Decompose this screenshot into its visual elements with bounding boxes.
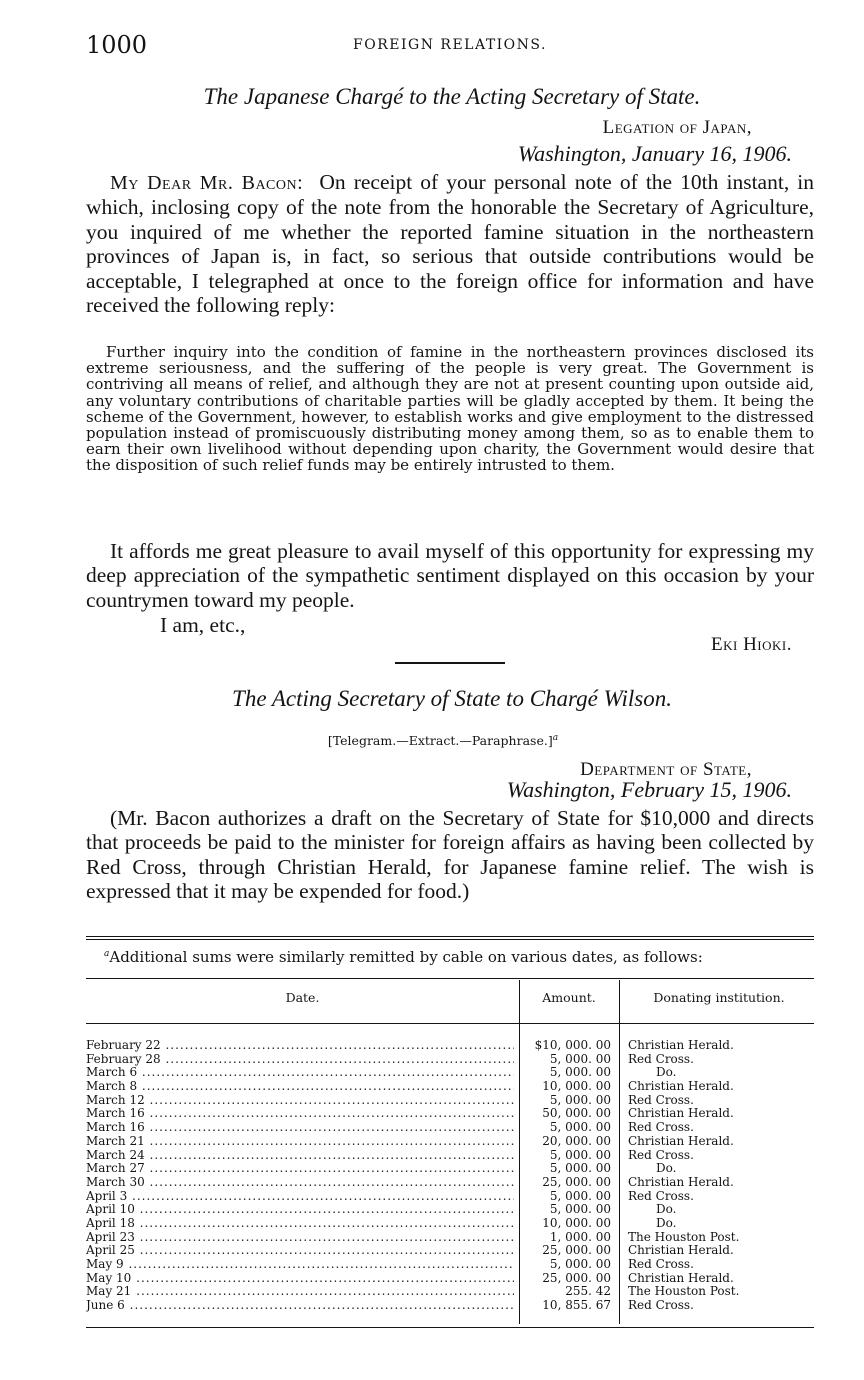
footnote-text-body: Additional sums were similarly remitted by cable on various dates, as follows: bbox=[109, 948, 703, 966]
row-institution: Red Cross. bbox=[628, 1092, 694, 1107]
row-amount: 5, 000. 00 bbox=[549, 1257, 611, 1271]
telegram-note-text: [Telegram.—Extract.—Paraphrase.] bbox=[327, 733, 553, 749]
table-row bbox=[86, 1217, 814, 1231]
table-row bbox=[86, 1258, 814, 1272]
table-row bbox=[86, 1066, 814, 1080]
closing-line: I am, etc., bbox=[160, 613, 246, 637]
letter1-closing-paragraph: It affords me great pleasure to avail myself of this opportunity for expressing my deep appreciation of the sympathetic sentiment displayed on this occasion by your countrymen toward my people. bbox=[86, 539, 814, 612]
quoted-reply: Further inquiry into the condition of famine in the northeastern provinces disclosed its extreme seriousness, and the suffering of the people is very great. The Government is contriving all means of relief, and although they are not at present counting upon outside aid, any voluntary contributions of charitable parties will be gladly accepted by them. It being the scheme of the Government, however, to establish works and give employment to the distressed population instead of promiscuously distributing money among them, so as to enable them to earn their own livelihood without depending upon charity, the Government would desire that the disposition of such relief funds may be entirely intrusted to them. bbox=[86, 343, 814, 475]
footnote-marker: a bbox=[104, 949, 110, 959]
table-row bbox=[86, 1039, 814, 1053]
section-divider bbox=[395, 662, 505, 664]
row-amount: 10, 000. 00 bbox=[542, 1215, 611, 1230]
row-date: March 30 ..... bbox=[86, 1176, 514, 1190]
row-date: March 16 ..... bbox=[86, 1107, 514, 1121]
table-row bbox=[86, 1149, 814, 1163]
table-header-rule bbox=[86, 1023, 814, 1024]
row-amount: 5, 000. 00 bbox=[549, 1202, 611, 1217]
letter1-heading: The Japanese Chargé to the Acting Secretary of State. bbox=[203, 84, 701, 109]
table-row bbox=[86, 1244, 814, 1258]
table-row bbox=[86, 1107, 814, 1121]
letter1-place: Legation of Japan, bbox=[602, 117, 752, 138]
row-amount: 1, 000. 00 bbox=[549, 1229, 611, 1244]
letter2-heading: The Acting Secretary of State to Chargé Wilson. bbox=[232, 686, 672, 711]
row-institution: Do. bbox=[656, 1065, 677, 1080]
letter2-dateline: Washington, February 15, 1906. bbox=[506, 777, 792, 802]
row-institution: Christian Herald. bbox=[628, 1174, 734, 1189]
table-row bbox=[86, 1203, 814, 1217]
row-institution: Do. bbox=[656, 1202, 677, 1217]
row-date: April 25 ..... bbox=[86, 1244, 514, 1258]
table-row bbox=[86, 1053, 814, 1067]
row-date: February 28 ..... bbox=[86, 1053, 514, 1067]
footnote-text bbox=[104, 948, 703, 966]
row-date: February 22 ..... bbox=[86, 1039, 514, 1053]
table-row bbox=[86, 1121, 814, 1135]
row-date: June 6 ..... bbox=[86, 1299, 514, 1313]
row-date: April 23 ..... bbox=[86, 1231, 514, 1245]
row-date: April 3 ..... bbox=[86, 1190, 514, 1204]
table-row bbox=[86, 1162, 814, 1176]
row-amount: $10, 000. 00 bbox=[534, 1038, 611, 1052]
row-amount: 25, 000. 00 bbox=[542, 1243, 611, 1258]
row-amount: 5, 000. 00 bbox=[549, 1161, 611, 1176]
row-date: March 6 ..... bbox=[86, 1066, 514, 1080]
page-number: 1000 bbox=[86, 31, 148, 59]
signature: Eki Hioki. bbox=[711, 634, 792, 655]
row-date: May 9 ..... bbox=[86, 1258, 514, 1272]
table-row bbox=[86, 1190, 814, 1204]
row-institution: Red Cross. bbox=[628, 1298, 694, 1313]
footnote-rule bbox=[86, 936, 814, 937]
row-institution: The Houston Post. bbox=[628, 1229, 740, 1244]
row-institution: Red Cross. bbox=[628, 1257, 694, 1271]
row-institution: Red Cross. bbox=[628, 1147, 694, 1162]
row-date: March 24 ..... bbox=[86, 1149, 514, 1163]
row-date: May 10 ..... bbox=[86, 1272, 514, 1286]
table-top-rule bbox=[86, 978, 814, 979]
table-row bbox=[86, 1231, 814, 1245]
row-institution: The Houston Post. bbox=[628, 1284, 740, 1299]
table-body bbox=[86, 1039, 814, 1313]
row-amount: 25, 000. 00 bbox=[542, 1174, 611, 1189]
row-amount: 5, 000. 00 bbox=[549, 1188, 611, 1203]
row-institution: Christian Herald. bbox=[628, 1038, 734, 1052]
row-date: March 12 ..... bbox=[86, 1094, 514, 1108]
row-institution: Red Cross. bbox=[628, 1120, 694, 1135]
letter1-body bbox=[86, 170, 814, 317]
row-amount: 5, 000. 00 bbox=[549, 1092, 611, 1107]
row-institution: Red Cross. bbox=[628, 1051, 694, 1066]
table-row bbox=[86, 1272, 814, 1286]
row-amount: 5, 000. 00 bbox=[549, 1065, 611, 1080]
row-institution: Do. bbox=[656, 1161, 677, 1176]
salutation: My Dear Mr. Bacon: bbox=[110, 172, 304, 194]
row-institution: Christian Herald. bbox=[628, 1243, 734, 1258]
letter1-dateline: Washington, January 16, 1906. bbox=[517, 141, 792, 166]
table-row bbox=[86, 1094, 814, 1108]
footnote-ref: a bbox=[552, 733, 559, 743]
row-amount: 5, 000. 00 bbox=[549, 1051, 611, 1066]
footnote-rule-inner bbox=[86, 939, 814, 940]
row-amount: 25, 000. 00 bbox=[542, 1270, 611, 1285]
row-institution: Christian Herald. bbox=[628, 1270, 734, 1285]
row-date: March 16 ..... bbox=[86, 1121, 514, 1135]
table-bottom-rule bbox=[86, 1327, 814, 1328]
row-institution: Do. bbox=[656, 1215, 677, 1230]
row-amount: 20, 000. 00 bbox=[542, 1133, 611, 1148]
row-date: March 21 ..... bbox=[86, 1135, 514, 1149]
row-institution: Christian Herald. bbox=[628, 1079, 734, 1094]
table-row bbox=[86, 1135, 814, 1149]
row-institution: Red Cross. bbox=[628, 1188, 694, 1203]
row-amount: 255. 42 bbox=[565, 1284, 611, 1299]
row-date: April 18 ..... bbox=[86, 1217, 514, 1231]
row-amount: 50, 000. 00 bbox=[542, 1106, 611, 1121]
letter2-body: (Mr. Bacon authorizes a draft on the Secretary of State for $10,000 and directs that proceeds be paid to the minister for foreign affairs as having been collected by Red Cross, through Christian Herald, for Japanese famine relief. The wish is expressed that it may be expended for food.) bbox=[86, 806, 814, 904]
table-row bbox=[86, 1299, 814, 1313]
row-date: March 8 ..... bbox=[86, 1080, 514, 1094]
letter2-place: Department of State, bbox=[580, 759, 752, 780]
row-date: April 10 ..... bbox=[86, 1203, 514, 1217]
running-title: FOREIGN RELATIONS. bbox=[353, 37, 547, 53]
column-header-amount: Amount. bbox=[542, 990, 596, 1005]
row-date: March 27 ..... bbox=[86, 1162, 514, 1176]
row-institution: Christian Herald. bbox=[628, 1133, 734, 1148]
table-row bbox=[86, 1176, 814, 1190]
row-amount: 10, 855. 67 bbox=[542, 1298, 611, 1313]
table-row bbox=[86, 1080, 814, 1094]
row-amount: 10, 000. 00 bbox=[542, 1079, 611, 1094]
column-header-institution: Donating institution. bbox=[653, 990, 785, 1005]
row-institution: Christian Herald. bbox=[628, 1106, 734, 1121]
letter1-body-text: On receipt of your personal note of the 10th instant, in which, inclosing copy of the note from the honorable the Secretary of Agriculture, you inquired of me whether the reported famine situation in the northeastern provinces of Japan is, in fact, so serious that outside contributions would be acceptable, I telegraphed at once to the foreign office for information and have received the following reply: bbox=[86, 170, 815, 318]
row-amount: 5, 000. 00 bbox=[549, 1147, 611, 1162]
table-row bbox=[86, 1285, 814, 1299]
telegram-note bbox=[0, 733, 864, 748]
column-header-date: Date. bbox=[285, 990, 320, 1005]
row-date: May 21 ..... bbox=[86, 1285, 514, 1299]
row-amount: 5, 000. 00 bbox=[549, 1120, 611, 1135]
